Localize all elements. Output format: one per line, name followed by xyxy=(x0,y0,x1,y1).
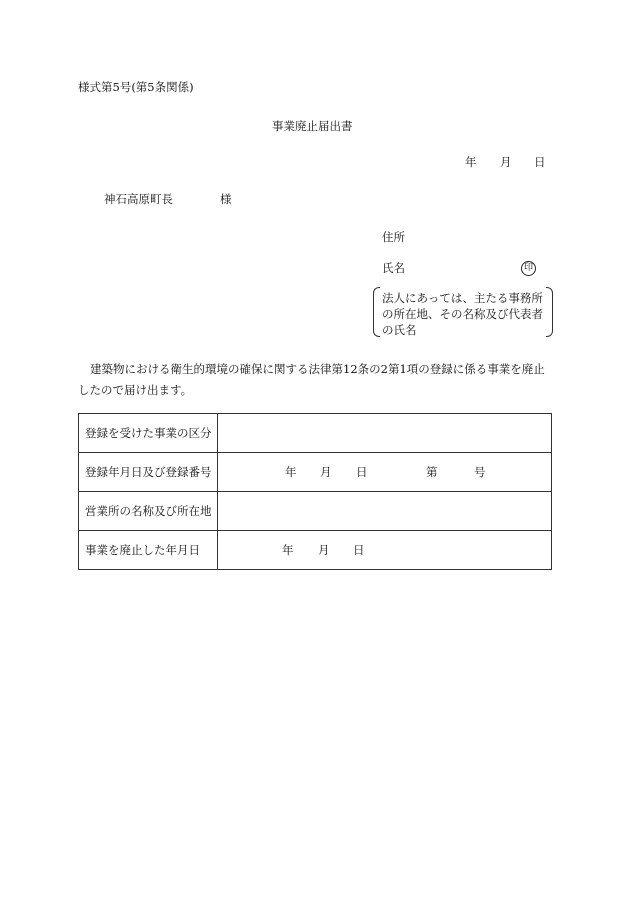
corporate-note xyxy=(373,287,553,337)
corporate-note-line: の所在地、その名称及び代表者 xyxy=(382,307,543,321)
table-row xyxy=(79,453,552,492)
corporate-note-text xyxy=(382,290,543,338)
seal-mark: 印 xyxy=(521,261,536,276)
form-number: 様式第5号(第5条関係) xyxy=(78,80,194,94)
name-label: 氏名 xyxy=(382,261,405,275)
date-year: 年 xyxy=(465,155,477,169)
reg-year: 年 xyxy=(285,465,297,479)
right-bracket xyxy=(546,287,553,337)
table-row xyxy=(79,492,552,531)
reg-no-prefix: 第 xyxy=(426,465,438,479)
reg-no-suffix: 号 xyxy=(474,465,486,479)
registration-date-number-field[interactable] xyxy=(218,453,552,492)
corporate-note-line: の氏名 xyxy=(382,323,417,337)
addressee-honorific: 様 xyxy=(220,192,232,206)
document-title: 事業廃止届出書 xyxy=(272,119,353,133)
address-label: 住所 xyxy=(382,230,405,244)
left-bracket xyxy=(373,287,380,337)
row-label: 営業所の名称及び所在地 xyxy=(79,492,218,531)
end-year: 年 xyxy=(282,543,294,557)
table-row xyxy=(79,531,552,570)
addressee-name: 神石高原町長 xyxy=(104,192,173,206)
details-table xyxy=(78,413,552,570)
office-name-location-field[interactable] xyxy=(218,492,552,531)
body-text: 建築物における衛生的環境の確保に関する法律第12条の2第1項の登録に係る事業を廃止したので届け出ます。 xyxy=(78,362,545,397)
end-month: 月 xyxy=(318,543,330,557)
date-day: 日 xyxy=(534,155,546,169)
date-month: 月 xyxy=(500,155,512,169)
discontinuation-date-field[interactable] xyxy=(218,531,552,570)
corporate-note-line: 法人にあっては、主たる事務所 xyxy=(382,291,543,305)
row-label: 事業を廃止した年月日 xyxy=(79,531,218,570)
row-label: 登録年月日及び登録番号 xyxy=(79,453,218,492)
business-category-field[interactable] xyxy=(218,414,552,453)
end-day: 日 xyxy=(353,543,365,557)
table-row xyxy=(79,414,552,453)
reg-month: 月 xyxy=(320,465,332,479)
reg-day: 日 xyxy=(356,465,368,479)
row-label: 登録を受けた事業の区分 xyxy=(79,414,218,453)
